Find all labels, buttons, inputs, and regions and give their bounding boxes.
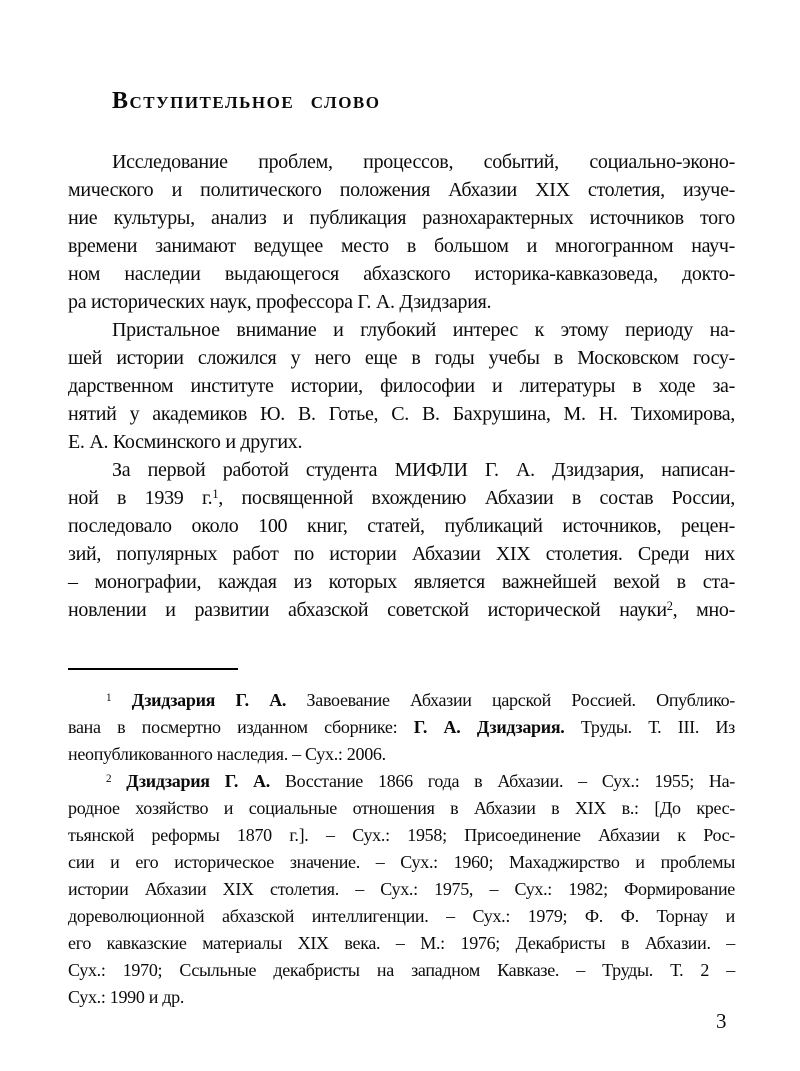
text-segment <box>111 690 131 710</box>
text-line <box>68 456 735 484</box>
text-line <box>68 596 735 624</box>
text-line <box>68 148 735 176</box>
text-segment: Завоевание Абхазии царской Россией. Опублико- <box>286 690 735 710</box>
text-segment: Восстание 1866 года в Абхазии. – Сух.: 1955; На- <box>269 771 735 791</box>
text-line <box>68 741 735 768</box>
text-segment: , посвященной вхождению Абхазии в состав России, <box>218 487 735 509</box>
text-segment: сии и его историческое значение. – Сух.: 1960; Махаджирство и проблемы <box>68 852 735 872</box>
text-line <box>68 795 735 822</box>
text-segment: дарственном институте истории, философии и литературы в ходе за- <box>68 375 735 397</box>
text-segment: Труды. Т. III. Из <box>564 717 735 737</box>
paragraph-3 <box>68 456 735 624</box>
text-line <box>68 768 735 795</box>
text-segment: времени занимают ведущее место в большом и многогранном науч- <box>68 235 735 257</box>
footnote-ref: 2 <box>106 772 112 785</box>
text-line <box>68 204 735 232</box>
page-title: Вступительное слово <box>112 88 381 114</box>
text-segment: вана в посмертно изданном сборнике: <box>68 717 414 737</box>
text-segment: Исследование проблем, процессов, событий, социально-эконо- <box>112 151 735 173</box>
text-segment: , мно- <box>672 599 735 621</box>
text-segment-bold: Дзидзария Г. А. <box>126 771 270 791</box>
text-line <box>68 903 735 930</box>
text-segment: зий, популярных работ по истории Абхазии XIX столетия. Среди них <box>68 543 735 565</box>
text-line <box>68 288 735 316</box>
footnote-ref: 1 <box>106 691 112 704</box>
text-segment: его кавказские материалы XIX века. – М.: 1976; Декабристы в Абхазии. – <box>68 933 735 953</box>
footnote-1 <box>68 687 735 768</box>
text-line <box>68 428 735 456</box>
text-line <box>68 687 735 714</box>
text-line <box>68 568 735 596</box>
text-line <box>68 344 735 372</box>
text-segment: За первой работой студента МИФЛИ Г. А. Дзидзария, написан- <box>112 459 735 481</box>
text-segment <box>111 771 126 791</box>
text-segment: истории Абхазии XIX столетия. – Сух.: 1975, – Сух.: 1982; Формирование <box>68 879 735 899</box>
text-segment: новлении и развитии абхазской советской исторической науки <box>68 599 667 621</box>
text-line <box>68 400 735 428</box>
text-segment: ном наследии выдающегося абхазского историка-кавказоведа, докто- <box>68 263 735 285</box>
text-segment: Сух.: 1970; Ссыльные декабристы на западном Кавказе. – Труды. Т. 2 – <box>68 960 735 980</box>
body-paragraphs <box>68 148 735 624</box>
footnote-ref: 2 <box>666 599 673 614</box>
text-line <box>68 176 735 204</box>
text-segment: шей истории сложился у него еще в годы учебы в Московском госу- <box>68 347 735 369</box>
text-line <box>68 876 735 903</box>
text-line <box>68 957 735 984</box>
text-line <box>68 260 735 288</box>
page-content <box>68 0 735 1011</box>
text-line <box>68 512 735 540</box>
text-segment-bold: Дзидзария Г. А. <box>131 690 287 710</box>
text-segment: Пристальное внимание и глубокий интерес к этому периоду на- <box>112 319 735 341</box>
text-segment: последовало около 100 книг, статей, публикаций источников, рецен- <box>68 515 735 537</box>
page-number: 3 <box>716 1009 727 1033</box>
paragraph-1 <box>68 148 735 316</box>
text-line <box>68 232 735 260</box>
text-line <box>68 984 735 1011</box>
text-segment: нятий у академиков Ю. В. Готье, С. В. Бахрушина, М. Н. Тихомирова, <box>68 403 735 425</box>
text-segment-bold: Г. А. Дзидзария. <box>413 717 565 737</box>
text-line <box>68 484 735 512</box>
text-segment: Сух.: 1990 и др. <box>68 987 185 1007</box>
text-line <box>68 714 735 741</box>
text-segment: ной в 1939 г. <box>68 487 213 509</box>
footnote-separator <box>68 668 238 670</box>
text-segment: неопубликованного наследия. – Сух.: 2006. <box>68 744 386 764</box>
text-segment: Е. А. Косминского и других. <box>68 431 303 453</box>
footnote-ref: 1 <box>212 487 219 502</box>
footnotes <box>68 687 735 1011</box>
text-segment: тьянской реформы 1870 г.]. – Сух.: 1958; Присоединение Абхазии к Рос- <box>68 825 735 845</box>
text-segment: родное хозяйство и социальные отношения в Абхазии в XIX в.: [До крес- <box>68 798 735 818</box>
text-line <box>68 849 735 876</box>
text-line <box>68 540 735 568</box>
text-segment: ра исторических наук, профессора Г. А. Дзидзария. <box>68 291 492 313</box>
text-line <box>68 372 735 400</box>
text-segment: ние культуры, анализ и публикация разнохарактерных источников того <box>68 207 735 229</box>
footnote-2 <box>68 768 735 1011</box>
text-line <box>68 930 735 957</box>
text-segment: – монографии, каждая из которых является важнейшей вехой в ста- <box>68 571 735 593</box>
text-segment: дореволюционной абхазской интеллигенции. – Сух.: 1979; Ф. Ф. Торнау и <box>68 906 735 926</box>
text-segment: мического и политического положения Абхазии XIX столетия, изуче- <box>68 179 735 201</box>
text-line <box>68 822 735 849</box>
text-line <box>68 316 735 344</box>
paragraph-2 <box>68 316 735 456</box>
